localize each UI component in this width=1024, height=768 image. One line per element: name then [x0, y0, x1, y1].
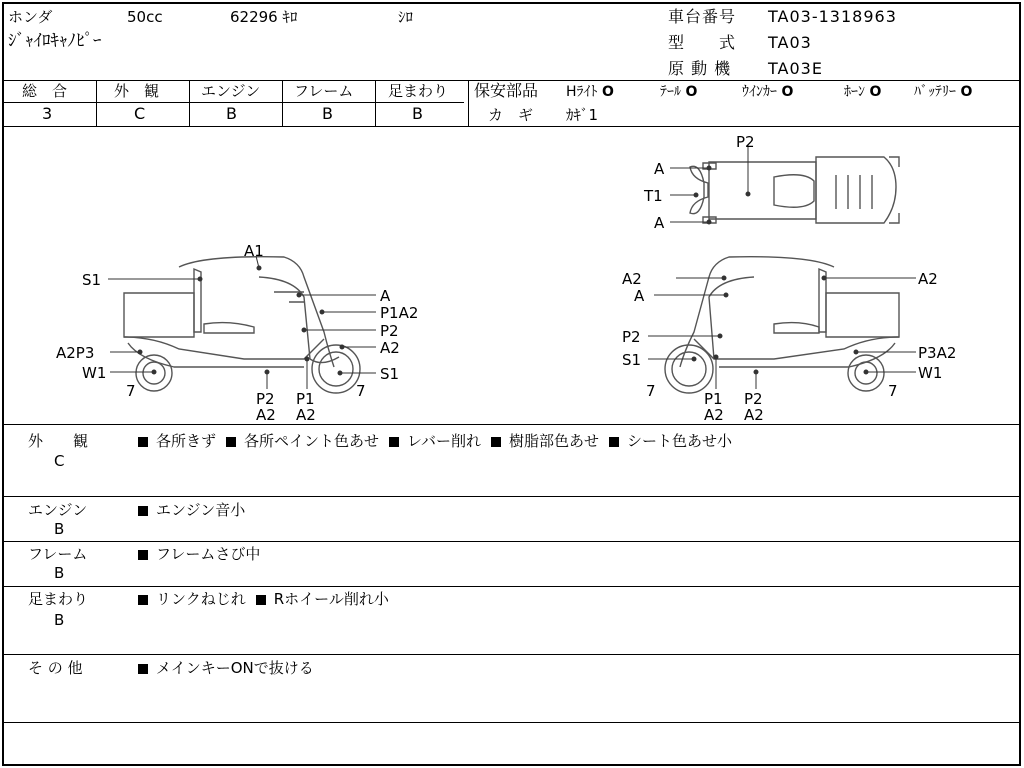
diagram-label: A — [380, 287, 391, 305]
model-name: ｼﾞｬｲﾛｷｬﾉﾋﾟｰ — [8, 31, 102, 51]
diagram-label: A1 — [244, 242, 264, 260]
diagram-label: A2P3 — [56, 344, 95, 362]
engine-model-label: 原 動 機 — [668, 59, 732, 78]
notes-exterior-items: 各所きず 各所ペイント色あせ レバー削れ 樹脂部色あせ シート色あせ小 — [138, 432, 732, 450]
frame-label: フレーム — [294, 82, 354, 100]
mileage: 62296 ｷﾛ — [230, 8, 298, 26]
diagram-label: P2 — [622, 328, 641, 346]
divider — [4, 586, 1019, 587]
type-label: 型 式 — [668, 33, 737, 52]
safety-item-tail: ﾃｰﾙ O — [660, 84, 698, 100]
exterior-label: 外 観 — [114, 82, 160, 100]
divider — [468, 80, 469, 126]
key-label: カ ギ — [488, 106, 534, 124]
engine-label: エンジン — [201, 82, 261, 100]
diagram-label: W1 — [82, 364, 107, 382]
notes-frame-label: フレーム — [28, 545, 88, 563]
diagram-label: A2 — [704, 406, 724, 424]
safety-item-battery: ﾊﾞｯﾃﾘｰ O — [914, 84, 973, 100]
diagram-label: P1 — [296, 390, 315, 408]
body-color: ｼﾛ — [398, 8, 414, 26]
engine-model-value: TA03E — [768, 59, 823, 78]
diagram-label: P1A2 — [380, 304, 419, 322]
engine-value: B — [226, 104, 238, 123]
notes-suspension-grade: B — [54, 611, 65, 629]
damage-diagram — [4, 127, 1019, 424]
notes-other-items: メインキーONで抜ける — [138, 659, 314, 677]
notes-engine-label: エンジン — [28, 501, 88, 519]
diagram-label: A2 — [744, 406, 764, 424]
diagram-label: A — [654, 214, 665, 232]
divider — [4, 496, 1019, 497]
diagram-label: A2 — [256, 406, 276, 424]
maker: ホンダ — [8, 8, 53, 26]
diagram-label: S1 — [82, 271, 102, 289]
chassis-value: TA03-1318963 — [768, 7, 897, 26]
divider — [4, 102, 464, 103]
diagram-label: 7 — [126, 382, 136, 400]
safety-item-headlight: Hﾗｲﾄ O — [566, 84, 614, 100]
diagram-label: P2 — [256, 390, 275, 408]
notes-frame-items: フレームさび中 — [138, 545, 260, 563]
diagram-label: S1 — [622, 351, 642, 369]
notes-suspension-items: リンクねじれ Rホイール削れ小 — [138, 590, 389, 608]
diagram-label: P2 — [736, 133, 755, 151]
diagram-label: A — [654, 160, 665, 178]
diagram-label: P2 — [744, 390, 763, 408]
diagram-label: S1 — [380, 365, 400, 383]
diagram-label: A2 — [918, 270, 938, 288]
diagram-label: 7 — [888, 382, 898, 400]
diagram-label: 7 — [646, 382, 656, 400]
overall-value: 3 — [42, 104, 54, 123]
diagram-label: T1 — [644, 187, 663, 205]
safety-item-horn: ﾎｰﾝ O — [844, 84, 882, 100]
type-value: TA03 — [768, 33, 812, 52]
diagram-label: P3A2 — [918, 344, 957, 362]
diagram-label: P1 — [704, 390, 723, 408]
divider — [282, 80, 283, 126]
exterior-value: C — [134, 104, 147, 123]
overall-label: 総 合 — [22, 82, 68, 100]
engine-cc: 50cc — [127, 8, 163, 26]
divider — [96, 80, 97, 126]
notes-engine-grade: B — [54, 520, 65, 538]
divider — [4, 654, 1019, 655]
safety-item-winker: ｳｲﾝｶｰ O — [742, 84, 794, 100]
diagram-label: A — [634, 287, 645, 305]
notes-engine-items: エンジン音小 — [138, 501, 245, 519]
diagram-label: 7 — [356, 382, 366, 400]
divider — [189, 80, 190, 126]
key-value: ｶｷﾞ1 — [566, 106, 599, 124]
diagram-label: A2 — [622, 270, 642, 288]
diagram-label: A2 — [380, 339, 400, 357]
notes-exterior-grade: C — [54, 452, 65, 470]
suspension-value: B — [412, 104, 424, 123]
notes-suspension-label: 足まわり — [28, 590, 89, 608]
notes-other-label: そ の 他 — [28, 659, 83, 677]
diagram-label: A2 — [296, 406, 316, 424]
diagram-label: W1 — [918, 364, 943, 382]
inspection-sheet — [2, 2, 1021, 766]
divider — [4, 541, 1019, 542]
notes-frame-grade: B — [54, 564, 65, 582]
safety-label: 保安部品 — [474, 81, 539, 100]
divider — [4, 722, 1019, 723]
notes-exterior-label: 外 観 — [28, 432, 89, 450]
chassis-label: 車台番号 — [668, 7, 737, 26]
frame-value: B — [322, 104, 334, 123]
divider — [375, 80, 376, 126]
diagram-label: P2 — [380, 322, 399, 340]
divider — [4, 424, 1019, 425]
suspension-label: 足まわり — [388, 82, 449, 100]
